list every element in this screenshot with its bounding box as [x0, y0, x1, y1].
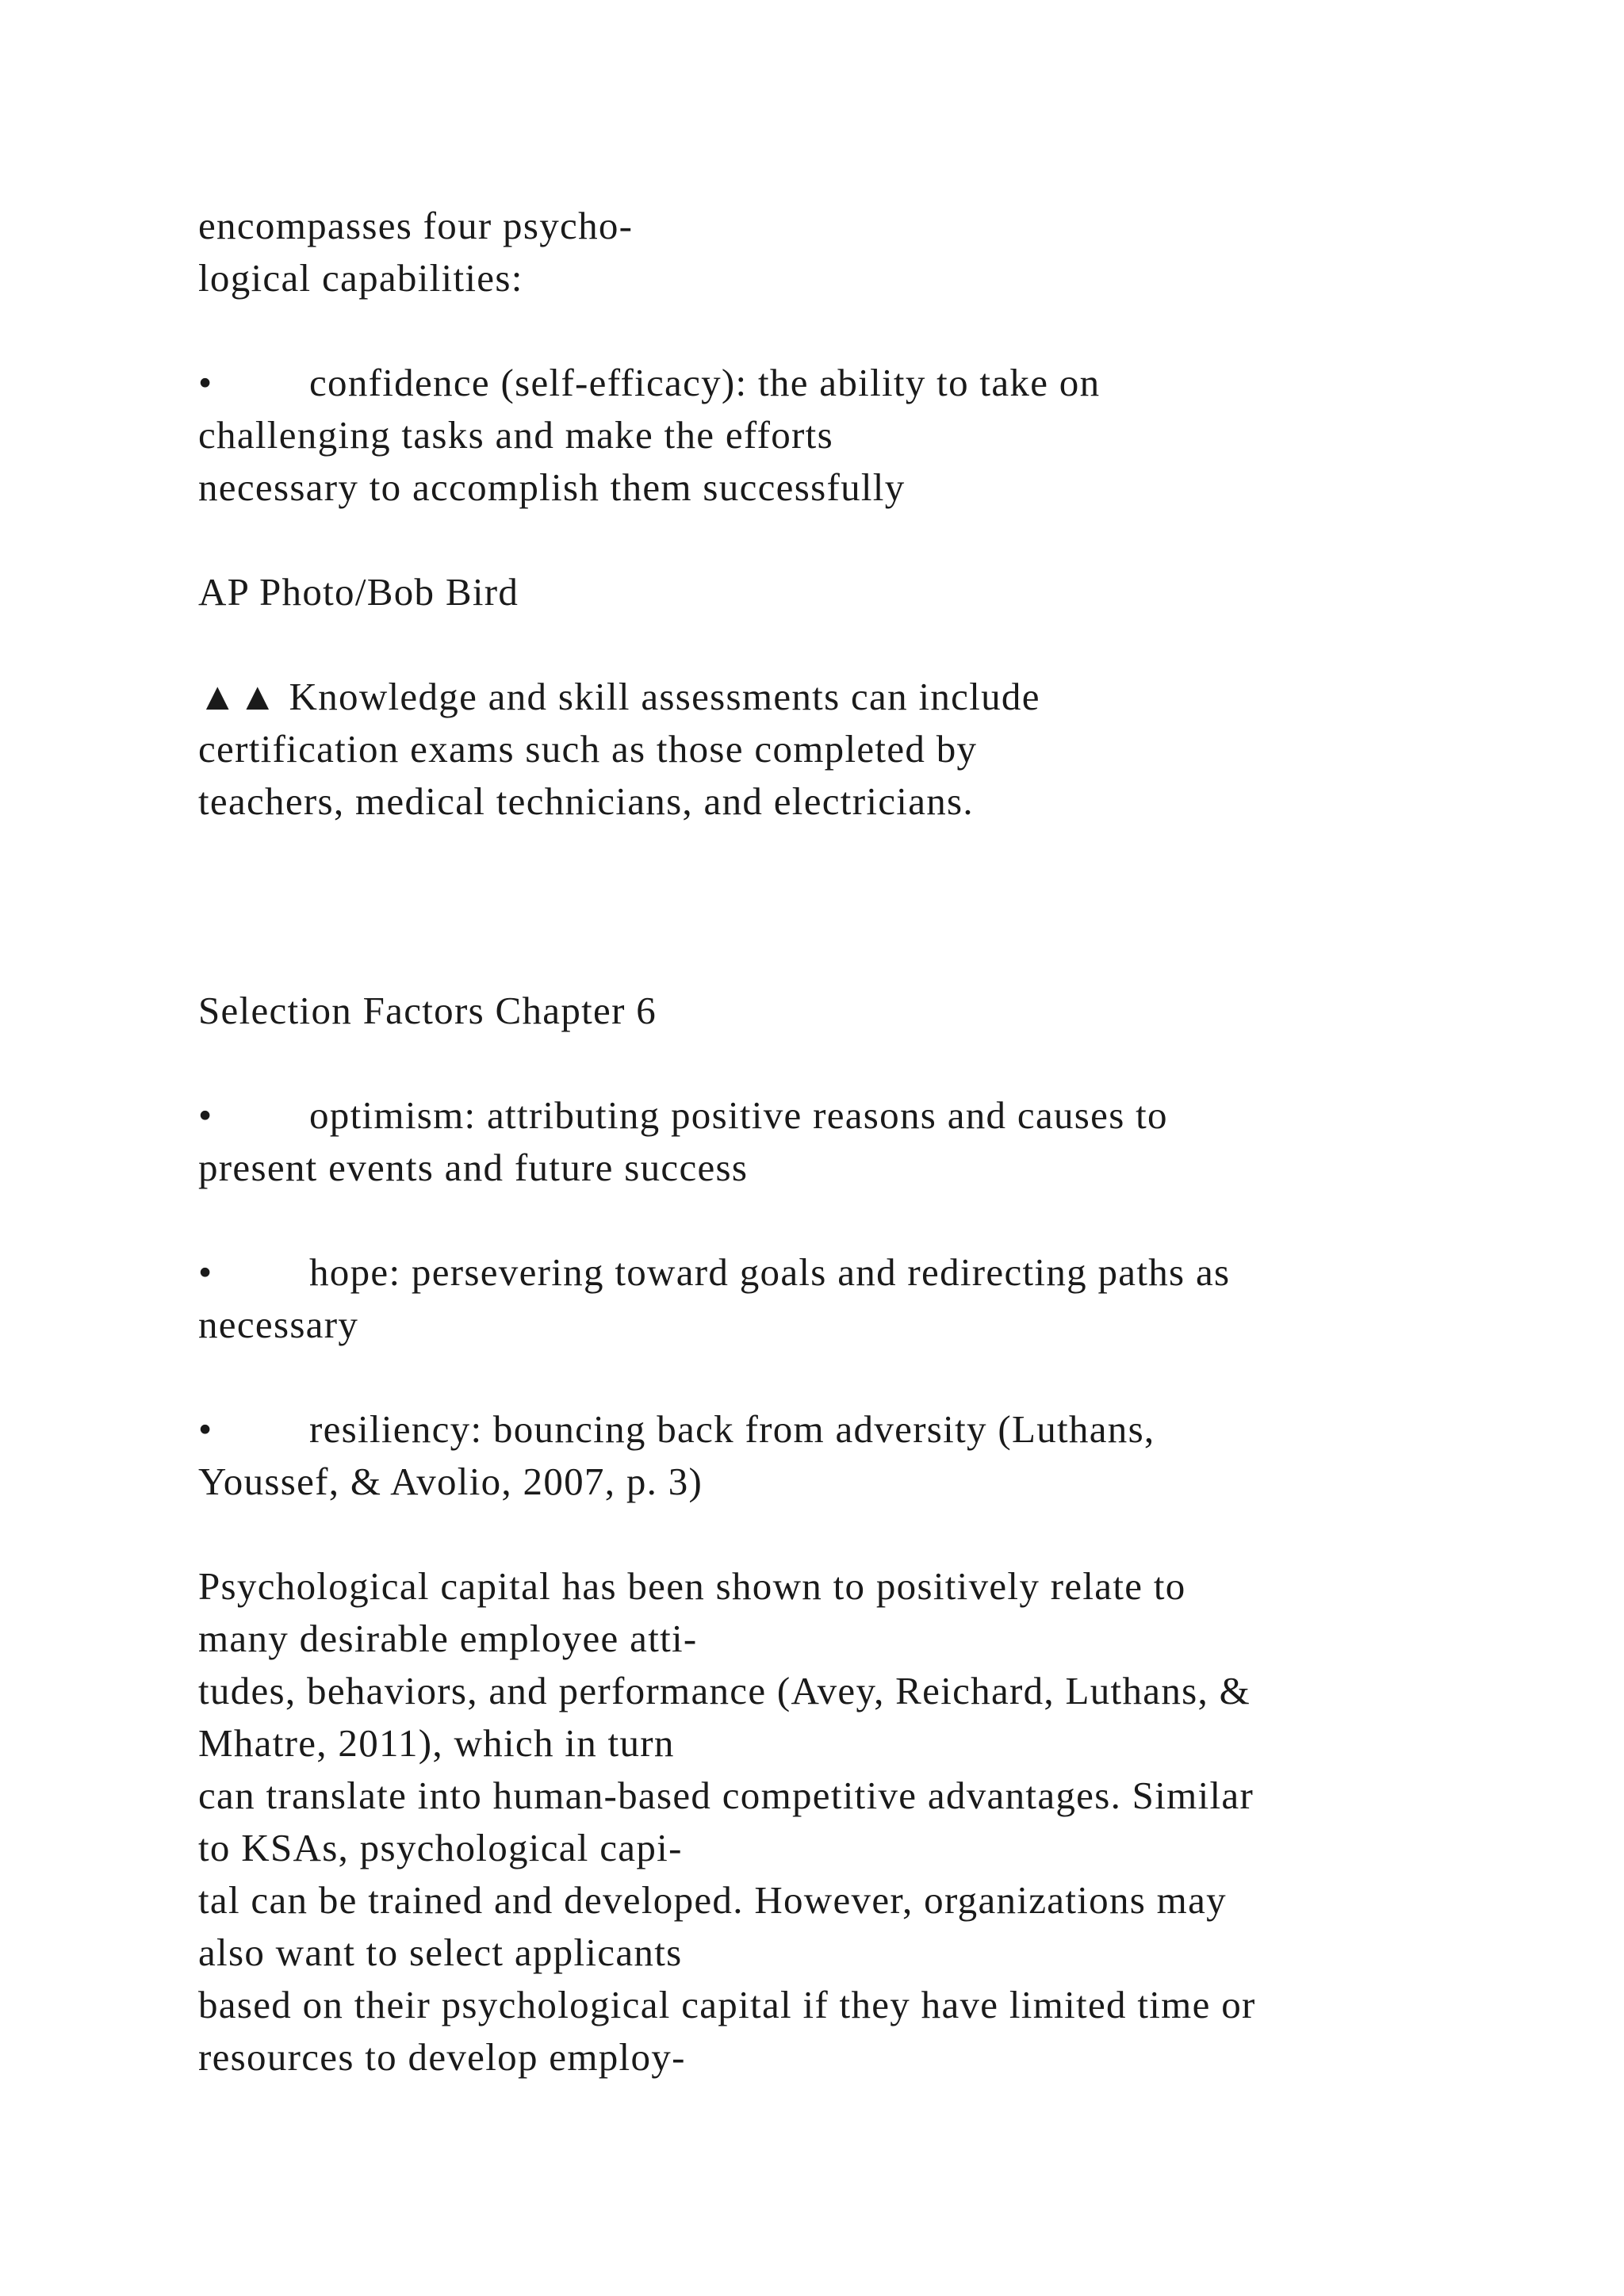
paragraph-line: Mhatre, 2011), which in turn	[198, 1721, 675, 1765]
paragraph-line: resources to develop employ-	[198, 2035, 686, 2079]
bullet-resiliency	[198, 1403, 1546, 1508]
intro-line: logical capabilities:	[198, 256, 523, 300]
bullet-marker: •	[198, 361, 213, 404]
caption-line	[198, 671, 1546, 723]
bullet-continuation: necessary to accomplish them successfully	[198, 465, 906, 509]
bullet-hope	[198, 1246, 1546, 1351]
bullet-text: hope: persevering toward goals and redirecting paths as	[309, 1250, 1231, 1294]
running-header: Selection Factors Chapter 6	[198, 989, 657, 1032]
paragraph-line: Psychological capital has been shown to positively relate to	[198, 1564, 1186, 1608]
caption-line: certification exams such as those completed by	[198, 727, 978, 771]
bullet-marker: •	[198, 1093, 213, 1137]
paragraph-line: can translate into human-based competitive advantages. Similar	[198, 1774, 1254, 1817]
bullet-continuation: challenging tasks and make the efforts	[198, 413, 833, 457]
bullet-confidence	[198, 357, 1546, 514]
blank-line	[198, 1037, 1546, 1089]
caption-text: Knowledge and skill assessments can include	[278, 675, 1040, 718]
blank-line	[198, 880, 1546, 932]
paragraph-line: many desirable employee atti-	[198, 1617, 698, 1660]
blank-line	[198, 828, 1546, 880]
paragraph-line: based on their psychological capital if they have limited time or	[198, 1983, 1256, 2026]
intro-line: encompasses four psycho-	[198, 204, 634, 247]
bullet-continuation: necessary	[198, 1303, 359, 1346]
body-paragraph	[198, 1560, 1546, 2084]
blank-line	[198, 932, 1546, 985]
paragraph-line: to KSAs, psychological capi-	[198, 1826, 683, 1869]
blank-line	[198, 1351, 1546, 1403]
caption-line: teachers, medical technicians, and electricians.	[198, 779, 974, 823]
bullet-line	[198, 1089, 1546, 1142]
bullet-line	[198, 357, 1546, 409]
document-page	[198, 200, 1546, 2084]
bullet-text: optimism: attributing positive reasons and causes to	[309, 1093, 1168, 1137]
paragraph-line: tal can be trained and developed. However, organizations may	[198, 1878, 1227, 1922]
bullet-text: confidence (self-efficacy): the ability to take on	[309, 361, 1101, 404]
blank-line	[198, 618, 1546, 671]
photo-caption	[198, 671, 1546, 828]
blank-line	[198, 514, 1546, 566]
bullet-marker: •	[198, 1407, 213, 1451]
blank-line	[198, 1194, 1546, 1246]
bullet-text: resiliency: bouncing back from adversity (Luthans,	[309, 1407, 1155, 1451]
bullet-continuation: present events and future success	[198, 1146, 749, 1189]
bullet-line	[198, 1403, 1546, 1456]
paragraph-line: tudes, behaviors, and performance (Avey, Reichard, Luthans, &	[198, 1669, 1251, 1712]
triangle-icon: ▲▲	[198, 675, 278, 718]
bullet-optimism	[198, 1089, 1546, 1194]
photo-credit: AP Photo/Bob Bird	[198, 570, 519, 614]
bullet-marker: •	[198, 1250, 213, 1294]
blank-line	[198, 1508, 1546, 1560]
blank-line	[198, 304, 1546, 357]
bullet-continuation: Youssef, & Avolio, 2007, p. 3)	[198, 1460, 703, 1503]
paragraph-line: also want to select applicants	[198, 1931, 683, 1974]
bullet-line	[198, 1246, 1546, 1299]
